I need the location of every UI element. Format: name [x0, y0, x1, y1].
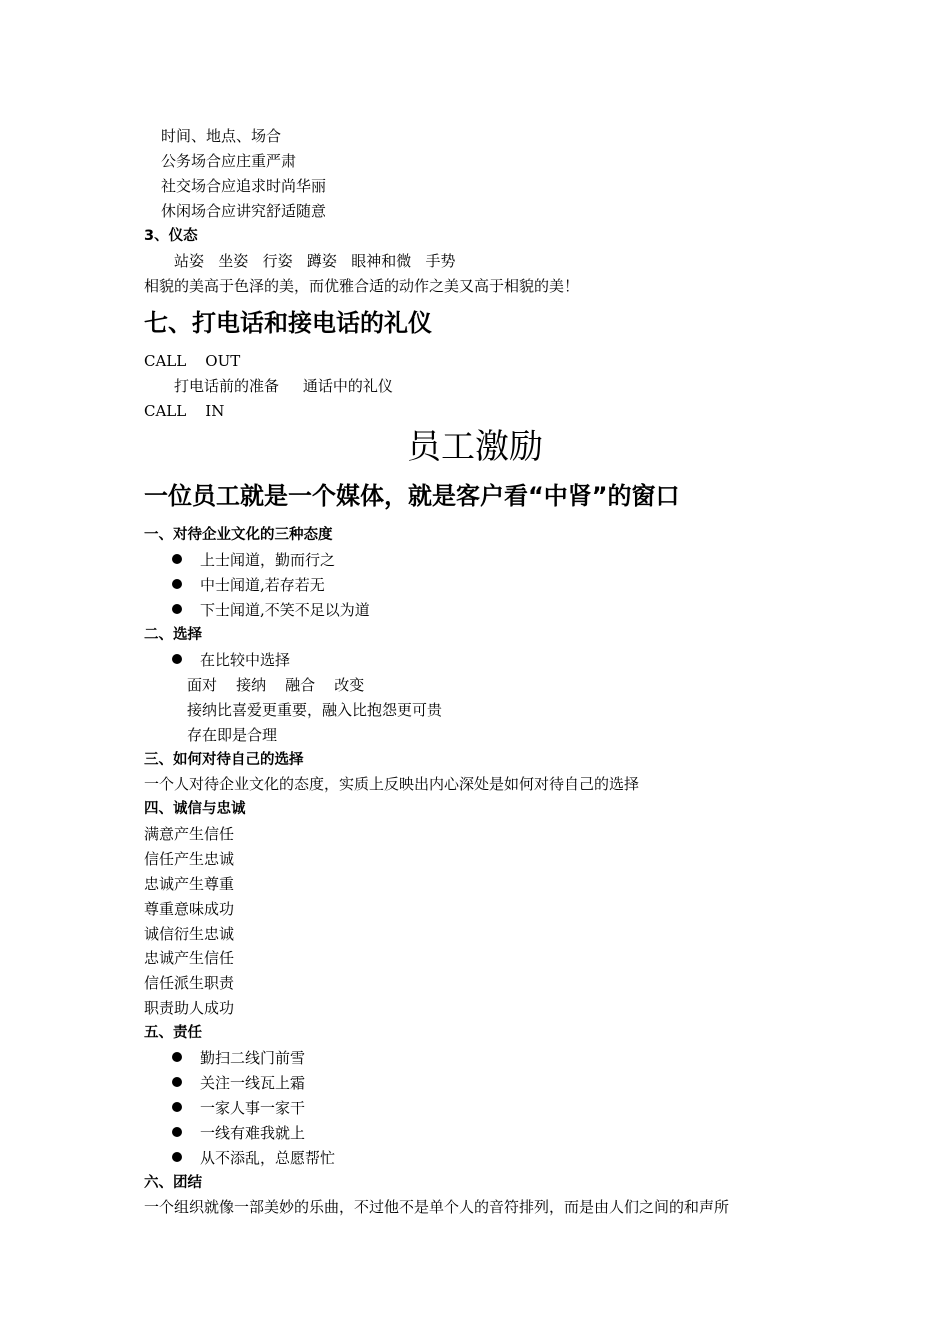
integrity-line: 职责助人成功: [144, 999, 235, 1017]
list-item-text: 关注一线瓦上霜: [200, 1074, 306, 1092]
list-item-text: 勤扫二线门前雪: [200, 1049, 306, 1067]
choice-heading: 二、选择: [144, 627, 202, 643]
bullet-icon: [172, 579, 182, 589]
list-item: [172, 1123, 305, 1143]
attire-line: 社交场合应追求时尚华丽: [161, 177, 327, 195]
demeanor-items: 站姿 坐姿 行姿 蹲姿 眼神和微 手势: [174, 252, 456, 270]
bullet-icon: [172, 554, 182, 564]
list-item: [172, 600, 370, 620]
self-choice-heading: 三、如何对待自己的选择: [144, 752, 304, 768]
list-item-text: 下士闻道,不笑不足以为道: [200, 601, 370, 619]
unity-text: 一个组织就像一部美妙的乐曲，不过他不是单个人的音符排列，而是由人们之间的和声所: [144, 1198, 730, 1216]
call-in-label: CALL IN: [144, 402, 225, 420]
phone-section-heading: 七、打电话和接电话的礼仪: [144, 309, 432, 337]
self-choice-text: 一个人对待企业文化的态度，实质上反映出内心深处是如何对待自己的选择: [144, 775, 640, 793]
unity-heading: 六、团结: [144, 1175, 202, 1191]
list-item-text: 上士闻道，勤而行之: [200, 551, 336, 569]
integrity-line: 忠诚产生尊重: [144, 875, 235, 893]
demeanor-heading: 3、仪态: [144, 228, 198, 244]
bullet-icon: [172, 604, 182, 614]
list-item-text: 从不添乱，总愿帮忙: [200, 1149, 336, 1167]
integrity-line: 尊重意味成功: [144, 900, 235, 918]
bullet-icon: [172, 1152, 182, 1162]
integrity-line: 满意产生信任: [144, 825, 235, 843]
integrity-line: 忠诚产生信任: [144, 949, 235, 967]
list-item-text: 一线有难我就上: [200, 1124, 306, 1142]
motivation-title: 员工激励: [407, 427, 543, 467]
bullet-icon: [172, 1077, 182, 1087]
bullet-icon: [172, 1102, 182, 1112]
choice-line: 存在即是合理: [187, 726, 278, 744]
call-out-label: CALL OUT: [144, 352, 241, 370]
attire-line: 时间、地点、场合: [161, 127, 282, 145]
motivation-subtitle: 一位员工就是一个媒体，就是客户看“中肾”的窗口: [144, 482, 680, 510]
bullet-icon: [172, 1127, 182, 1137]
list-item-text: 在比较中选择: [200, 651, 291, 669]
integrity-heading: 四、诚信与忠诚: [144, 801, 246, 817]
list-item: [172, 1148, 335, 1168]
responsibility-heading: 五、责任: [144, 1025, 202, 1041]
list-item-text: 中士闻道,若存若无: [200, 576, 325, 594]
list-item-text: 一家人事一家干: [200, 1099, 306, 1117]
bullet-icon: [172, 1052, 182, 1062]
list-item: [172, 1073, 305, 1093]
bullet-icon: [172, 654, 182, 664]
attire-line: 休闲场合应讲究舒适随意: [161, 202, 327, 220]
list-item: [172, 1098, 305, 1118]
integrity-line: 诚信衍生忠诚: [144, 925, 235, 943]
integrity-line: 信任产生忠诚: [144, 850, 235, 868]
call-out-detail: 打电话前的准备 通话中的礼仪: [174, 377, 393, 395]
demeanor-note: 相貌的美高于色泽的美，而优雅合适的动作之美又高于相貌的美！: [144, 277, 580, 295]
attire-line: 公务场合应庄重严肃: [161, 152, 297, 170]
list-item: [172, 575, 325, 595]
culture-attitudes-heading: 一、对待企业文化的三种态度: [144, 527, 333, 543]
list-item: [172, 550, 335, 570]
choice-line: 接纳比喜爱更重要，融入比抱怨更可贵: [187, 701, 443, 719]
list-item: [172, 1048, 305, 1068]
integrity-line: 信任派生职责: [144, 974, 235, 992]
choice-line: 面对 接纳 融合 改变: [187, 676, 365, 694]
list-item: [172, 650, 290, 670]
